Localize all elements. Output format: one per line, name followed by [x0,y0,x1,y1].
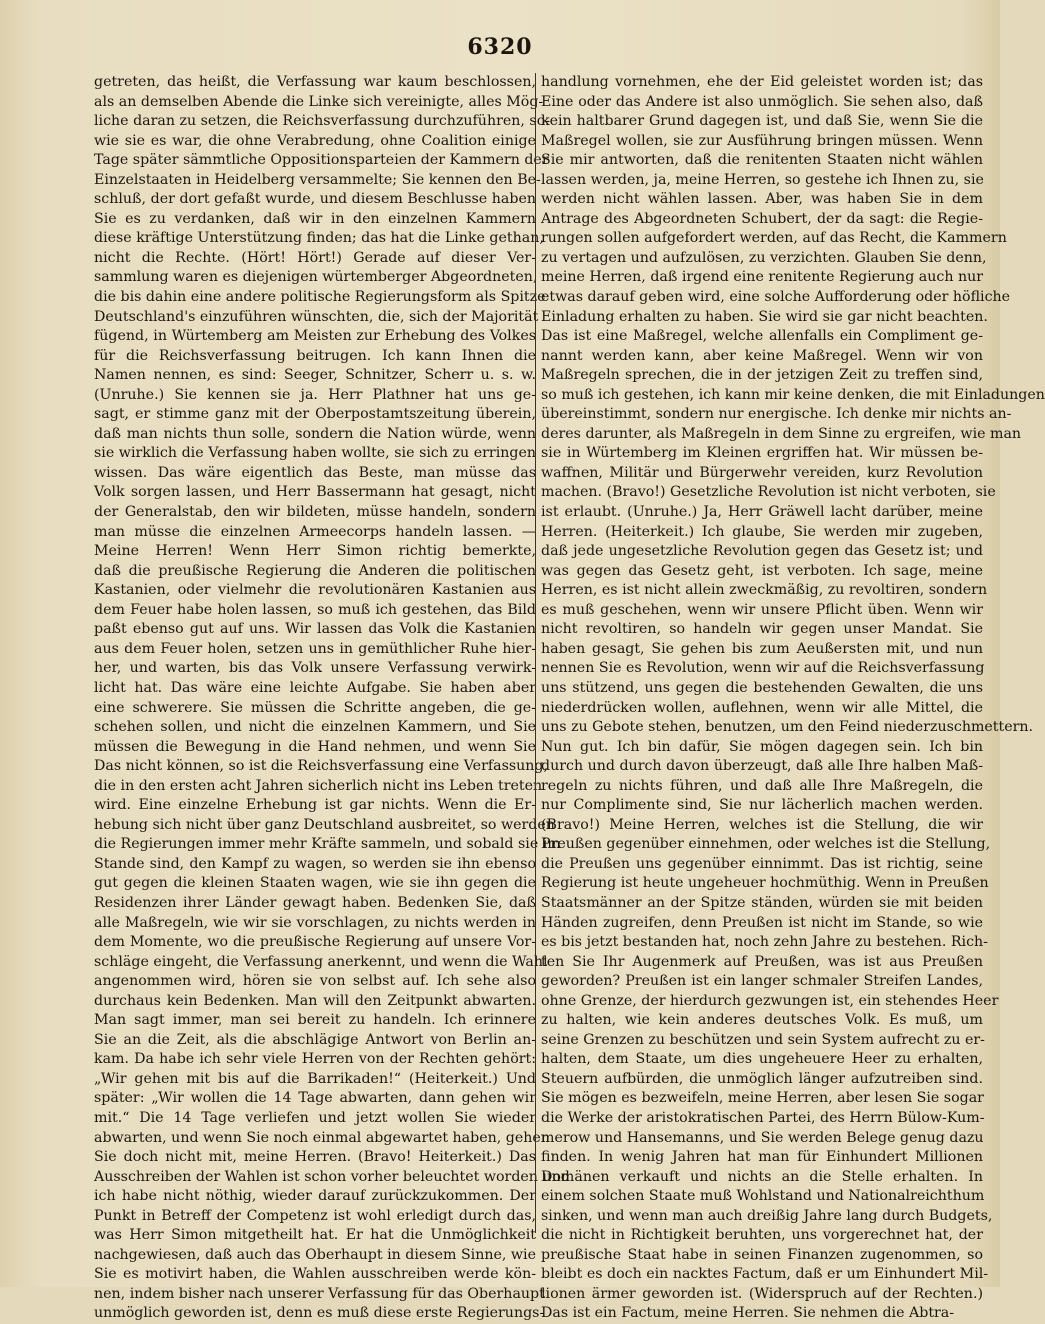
text-line: regeln zu nichts führen, und daß alle Ihre Maßregeln, die [541,777,983,794]
text-line: Maßregel wollen, sie zur Ausführung bringen müssen. Wenn [541,132,983,149]
text-line: rungen sollen aufgefordert werden, auf das Recht, die Kammern [541,230,1007,247]
text-column-right [541,73,1045,1322]
text-line: Namen nennen, es sind: Seeger, Schnitzer, Scherr u. s. w. [94,367,536,384]
text-line: waffnen, Militär und Bürgerwehr vereiden, kurz Revolution [541,464,983,481]
text-line: nur Complimente sind, Sie nur lächerlich machen werden. [541,797,983,814]
text-line: durchaus kein Bedenken. Man will den Zeitpunkt abwarten. [94,992,536,1009]
text-line: mit.“ Die 14 Tage verliefen und jetzt wollen Sie wieder [94,1109,536,1126]
text-line: ten Sie Ihr Augenmerk auf Preußen, was ist aus Preußen [541,953,983,970]
text-line: nen, indem bisher nach unserer Verfassung für das Oberhaupt [94,1285,545,1302]
text-line: gut gegen die kleinen Staaten wagen, wie sie ihn gegen die [94,875,536,892]
text-line: fügend, in Würtemberg am Meisten zur Erhebung des Volkes [94,328,536,345]
text-line: „Wir gehen mit bis auf die Barrikaden!“ (Heiterkeit.) Und [94,1070,536,1087]
text-line: machen. (Bravo!) Gesetzliche Revolution ist nicht verboten, sie [541,484,996,501]
text-line: Das ist eine Maßregel, welche allenfalls ein Compliment ge- [541,328,983,345]
text-line: die in den ersten acht Jahren sicherlich nicht ins Leben treten [94,777,543,794]
text-line: die nicht in Richtigkeit beruhten, uns vorgerechnet hat, der [541,1227,983,1244]
text-line: kam. Da habe ich sehr viele Herren von der Rechten gehört: [94,1051,536,1068]
text-line: einem solchen Staate muß Wohlstand und Nationalreichthum [541,1188,985,1205]
text-line: Regierung ist heute ungeheuer hochmüthig. Wenn in Preußen [541,875,989,892]
text-line: sinken, und wenn man auch dreißig Jahre lang durch Budgets, [541,1207,993,1224]
text-line: daß man nichts thun solle, sondern die Nation würde, wenn [94,425,536,442]
text-line: lassen werden, ja, meine Herren, so gestehe ich Ihnen zu, sie [541,171,984,188]
text-line: Punkt in Betreff der Competenz ist wohl erledigt durch das, [94,1207,536,1224]
text-line: Sie es motivirt haben, die Wahlen ausschreiben werde kön- [94,1266,536,1283]
text-line: Maßregeln sprechen, die in der jetzigen Zeit zu treffen sind, [541,367,983,384]
text-line: getreten, das heißt, die Verfassung war kaum beschlossen, [94,74,536,90]
text-line: Das nicht können, so ist die Reichsverfassung eine Verfassung, [94,758,548,775]
text-line: lionen ärmer geworden ist. (Widerspruch auf der Rechten.) [541,1285,983,1302]
text-line: halten, dem Staate, um dies ungeheuere Heer zu erhalten, [541,1051,983,1068]
text-line: nicht die Rechte. (Hört! Hört!) Gerade auf dieser Ver- [94,249,536,266]
text-line: eine schwerere. Sie müssen die Schritte angeben, die ge- [94,699,536,716]
text-line: so muß ich gestehen, ich kann mir keine denken, die mit Einladungen [541,386,1045,403]
text-line: was gegen das Gesetz geht, ist verboten. Ich sage, meine [541,562,983,579]
text-line: haben gesagt, Sie gehen bis zum Aeußersten mit, und nun [541,640,983,657]
text-line: sammlung waren es diejenigen würtemberger Abgeordneten, [94,269,538,286]
text-line: angenommen wird, hören sie von selbst auf. Ich sehe also [94,973,536,990]
text-line: alle Maßregeln, wie wir sie vorschlagen, zu nichts werden in [94,914,536,931]
text-line: die Preußen uns gegenüber einnimmt. Das ist richtig, seine [541,855,983,872]
text-line: ich habe nicht nöthig, wieder darauf zurückzukommen. Der [94,1188,536,1205]
text-line: Volk sorgen lassen, und Herr Bassermann hat gesagt, nicht [94,484,536,501]
text-line: die bis dahin eine andere politische Regierungsform als Spitze [94,289,546,306]
text-line: es bis jetzt bestanden hat, noch zehn Jahre zu bestehen. Rich- [541,934,988,951]
text-line: schluß, der dort gefaßt wurde, und diesem Beschlusse haben [94,191,536,208]
text-line: nennen Sie es Revolution, wenn wir auf die Reichsverfassung [541,660,985,677]
text-line: müssen die Bewegung in die Hand nehmen, und wenn Sie [94,738,536,755]
text-line: bleibt es doch ein nacktes Factum, daß er um Einhundert Mil- [541,1266,989,1283]
text-line: licht hat. Das wäre eine leichte Aufgabe. Sie haben aber [94,679,536,696]
text-line: sagt, er stimme ganz mit der Oberpostamtszeitung überein, [94,406,536,423]
text-line: die Regierungen immer mehr Kräfte sammeln, und sobald sie im [94,836,561,853]
text-line: dem Momente, wo die preußische Regierung auf unsere Vor- [94,934,536,951]
text-line: Domänen verkauft und nichts an die Stelle erhalten. In [541,1168,983,1185]
text-line: Das ist ein Factum, meine Herren. Sie nehmen die Abtra- [541,1305,955,1322]
text-line: Einladung erhalten zu haben. Sie wird sie gar nicht beachten. [541,308,988,325]
text-line: Meine Herren! Wenn Herr Simon richtig bemerkte, [94,543,536,560]
text-line: aus dem Feuer holen, setzen uns in gemüthlicher Ruhe hier- [94,640,536,657]
text-line: (Unruhe.) Sie kennen sie ja. Herr Plathner hat uns ge- [94,386,536,403]
text-line: nicht revoltiren, so handeln wir gegen unser Mandat. Sie [541,621,983,638]
text-line: sie wirklich die Verfassung haben wollte, sie sich zu erringen [94,445,536,462]
text-line: es muß geschehen, wenn wir unsere Pflicht üben. Wenn wir [541,601,983,618]
text-line: paßt ebenso gut auf uns. Wir lassen das Volk die Kastanien [94,621,536,638]
text-line: was Herr Simon mitgetheilt hat. Er hat die Unmöglichkeit [94,1227,536,1244]
text-line: Tage später sämmtliche Oppositionsparteien der Kammern der [94,152,549,169]
text-line: Ausschreiben der Wahlen ist schon vorher beleuchtet worden und [94,1168,570,1185]
text-line: wird. Eine einzelne Erhebung ist gar nichts. Wenn die Er- [94,797,536,814]
text-line: hebung sich nicht über ganz Deutschland ausbreitet, so werden [94,816,555,833]
text-line: Kastanien, oder vielmehr die revolutionären Kastanien aus [94,582,536,599]
text-line: Man sagt immer, man sei bereit zu handeln. Ich erinnere [94,1012,536,1029]
text-line: unmöglich geworden ist, denn es muß diese erste Regierungs- [94,1305,545,1322]
text-line: nannt werden kann, aber keine Maßregel. Wenn wir von [541,347,983,364]
text-line: Sie mögen es bezweifeln, meine Herren, aber lesen Sie sogar [541,1090,984,1107]
text-line: deres darunter, als Maßregeln in dem Sinne zu ergreifen, wie man [541,425,1022,442]
text-line: daß jede ungesetzliche Revolution gegen das Gesetz ist; und [541,543,983,560]
text-line: schehen sollen, und nicht die einzelnen Kammern, und Sie [94,719,536,736]
text-line: diese kräftige Unterstützung finden; das hat die Linke gethan, [94,230,544,247]
text-line: meine Herren, daß irgend eine renitente Regierung auch nur [541,269,984,286]
page-number: 6320 [467,34,533,60]
text-line: zu halten, wie kein anderes deutsches Volk. Es muß, um [541,1012,983,1029]
text-line: dem Feuer habe holen lassen, so muß ich gestehen, das Bild [94,601,536,618]
text-line: Eine oder das Andere ist also unmöglich. Sie sehen also, daß [541,93,983,110]
text-line: ist erlaubt. (Unruhe.) Ja, Herr Gräwell lacht darüber, meine [541,504,983,521]
text-line: man müsse die einzelnen Armeecorps handeln lassen. — [94,523,536,540]
text-line: handlung vornehmen, ehe der Eid geleistet worden ist; das [541,74,983,90]
text-line: die Werke der aristokratischen Partei, des Herrn Bülow-Kum- [541,1109,985,1126]
text-line: Residenzen ihrer Länder gewagt haben. Bedenken Sie, daß [94,894,536,911]
text-line: uns stützend, uns gegen die bestehenden Gewalten, die uns [541,679,983,696]
text-line: sie in Würtemberg im Kleinen ergriffen hat. Wir müssen be- [541,445,983,462]
text-line: Herren. (Heiterkeit.) Ich glaube, Sie werden mir zugeben, [541,523,983,540]
text-line: übereinstimmt, sondern nur energische. Ich denke mir nichts an- [541,406,1012,423]
text-line: schläge eingeht, die Verfassung anerkennt, und wenn die Wahl [94,953,548,970]
text-line: Deutschland's einzuführen wünschten, die, sich der Majorität [94,308,539,325]
text-line: daß die preußische Regierung die Anderen die politischen [94,562,536,579]
text-line: liche daran zu setzen, die Reichsverfassung durchzuführen, so- [94,113,551,130]
text-line: Nun gut. Ich bin dafür, Sie mögen dagegen sein. Ich bin [541,738,983,755]
text-line: Einzelstaaten in Heidelberg versammelte; Sie kennen den Be- [94,171,541,188]
text-line: wie sie es war, die ohne Verabredung, ohne Coalition einige [94,132,536,149]
text-line: Antrage des Abgeordneten Schubert, der da sagt: die Regie- [541,210,983,227]
text-line: Preußen gegenüber einnehmen, oder welches ist die Stellung, [541,836,991,853]
text-line: Staatsmänner an der Spitze ständen, würden sie mit beiden [541,894,983,911]
text-line: Herren, es ist nicht allein zweckmäßig, zu revoltiren, sondern [541,582,988,599]
text-line: finden. In wenig Jahren hat man für Einhundert Millionen [541,1149,983,1166]
column-divider [535,73,536,1233]
text-line: Sie mir antworten, daß die renitenten Staaten nicht wählen [541,152,983,169]
text-line: etwas darauf geben wird, eine solche Aufforderung oder höfliche [541,289,1011,306]
text-line: geworden? Preußen ist ein langer schmaler Streifen Landes, [541,973,983,990]
text-line: Sie an die Zeit, als die abschlägige Antwort von Berlin an- [94,1031,536,1048]
text-line: Sie es zu verdanken, daß wir in den einzelnen Kammern [94,210,536,227]
text-line: uns zu Gebote stehen, benutzen, um den Feind niederzuschmettern. [541,719,1034,736]
text-line: abwarten, und wenn Sie noch einmal abgewartet haben, gehen [94,1129,550,1146]
text-line: wissen. Das wäre eigentlich das Beste, man müsse das [94,464,536,481]
text-line: später: „Wir wollen die 14 Tage abwarten, dann gehen wir [94,1090,536,1107]
text-line: Händen zugreifen, denn Preußen ist nicht im Stande, so wie [541,914,983,931]
text-line: (Bravo!) Meine Herren, welches ist die Stellung, die wir [541,816,983,833]
text-line: preußische Staat habe in seinen Finanzen zugenommen, so [541,1246,983,1263]
text-line: durch und durch davon überzeugt, daß alle Ihre halben Maß- [541,758,983,775]
text-line: Sie doch nicht mit, meine Herren. (Bravo! Heiterkeit.) Das [94,1149,536,1166]
text-line: zu vertagen und aufzulösen, zu verzichten. Glauben Sie denn, [541,249,987,266]
text-line: als an demselben Abende die Linke sich vereinigte, alles Mög- [94,93,544,110]
text-line: Stande sind, den Kampf zu wagen, so werden sie ihn ebenso [94,855,536,872]
text-column-left [94,73,570,1322]
text-line: seine Grenzen zu beschützen und sein System aufrecht zu er- [541,1031,985,1048]
text-line: ohne Grenze, der hierdurch gezwungen ist, ein stehendes Heer [541,992,999,1009]
text-line: merow und Hansemanns, und Sie werden Belege genug dazu [541,1129,984,1146]
text-line: für die Reichsverfassung beitrugen. Ich kann Ihnen die [94,347,536,364]
text-line: werden nicht wählen lassen. Aber, was haben Sie in dem [541,191,983,208]
text-line: her, und warten, bis das Volk unsere Verfassung verwirk- [94,660,536,677]
text-line: nachgewiesen, daß auch das Oberhaupt in diesem Sinne, wie [94,1246,536,1263]
text-line: Steuern aufbürden, die unmöglich länger aufzutreiben sind. [541,1070,983,1087]
text-line: niederdrücken wollen, auflehnen, wenn wir alle Mittel, die [541,699,983,716]
text-line: kein haltbarer Grund dagegen ist, und daß Sie, wenn Sie die [541,113,983,130]
text-line: der Generalstab, den wir bildeten, müsse handeln, sondern [94,504,536,521]
